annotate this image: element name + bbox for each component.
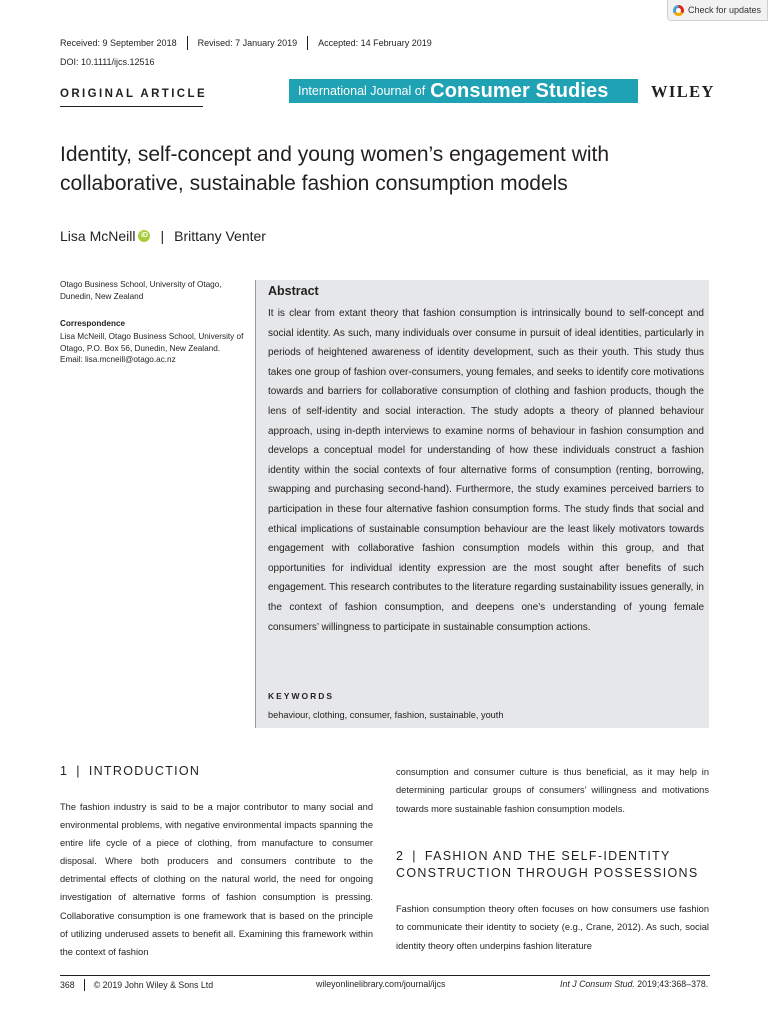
- copyright: © 2019 John Wiley & Sons Ltd: [93, 980, 214, 990]
- section-title: INTRODUCTION: [88, 764, 201, 778]
- publisher-logo: WILEY: [651, 82, 715, 101]
- correspondence-email[interactable]: Email: lisa.mcneill@otago.ac.nz: [60, 355, 176, 364]
- citation-journal: Int J Consum Stud.: [560, 979, 635, 989]
- keywords: behaviour, clothing, consumer, fashion, sustainable, youth: [268, 710, 504, 720]
- footer-rule: [60, 975, 710, 976]
- journal-url[interactable]: wileyonlinelibrary.com/journal/ijcs: [316, 979, 446, 989]
- received-date: Received: 9 September 2018: [60, 38, 177, 48]
- divider: [307, 36, 308, 50]
- section-number: 2: [396, 849, 405, 863]
- affiliation: Otago Business School, University of Otago, Dunedin, New Zealand: [60, 280, 222, 301]
- section-divider: |: [76, 764, 81, 778]
- section-divider: |: [412, 849, 417, 863]
- section-number: 1: [60, 764, 69, 778]
- orcid-icon[interactable]: iD: [138, 230, 150, 242]
- citation: [560, 979, 708, 989]
- keywords-heading: KEYWORDS: [268, 691, 335, 701]
- correspondence-address: Lisa McNeill, Otago Business School, University of Otago, P.O. Box 56, Dunedin, New Zealand.: [60, 332, 244, 353]
- journal-prefix: International Journal of: [298, 84, 426, 98]
- journal-name: Consumer Studies: [430, 79, 609, 102]
- author-name[interactable]: Brittany Venter: [174, 228, 266, 244]
- section-title: FASHION AND THE SELF-IDENTITY CONSTRUCTION THROUGH POSSESSIONS: [396, 849, 699, 880]
- article-type-rule: [60, 106, 203, 107]
- author-list: [60, 228, 266, 244]
- citation-details: 2019;43:368–378.: [634, 979, 709, 989]
- article-type: ORIGINAL ARTICLE: [60, 88, 208, 100]
- footer-left: [60, 979, 213, 991]
- article-dates: [60, 36, 432, 50]
- abstract-heading: Abstract: [268, 284, 319, 298]
- crossmark-icon: [673, 5, 684, 16]
- check-for-updates-button[interactable]: [667, 0, 768, 21]
- accepted-date: Accepted: 14 February 2019: [318, 38, 432, 48]
- paper-title: Identity, self-concept and young women’s engagement with collaborative, sustainable fashion consumption models: [60, 143, 610, 195]
- revised-date: Revised: 7 January 2019: [197, 38, 298, 48]
- section-2-body: Fashion consumption theory often focuses on how consumers use fashion to communicate their identity to society (e.g., Crane, 2012). As such, social identity theory often underpins fashion literature: [396, 904, 709, 951]
- correspondence-heading: Correspondence: [60, 319, 126, 328]
- section-2-heading: [396, 848, 726, 882]
- divider: [84, 979, 85, 991]
- page-number: 368: [60, 980, 75, 990]
- author-separator: |: [160, 228, 165, 244]
- abstract-text: It is clear from extant theory that fashion consumption is intrinsically bound to self-concept and social identity. As such, many individuals over consume in pursuit of ideal identities, particularly in periods of heightened awareness of identity development, such as their youth. This study thus takes one group of fashion over-consumers, young females, and seeks to identify core motivations towards and barriers for collaborative consumption of clothing and fashion products, though the lens of self-identity and social interaction. The study adopts a theory of planned behaviour approach, using in-depth interviews to examine norms of behaviour in fashion consumption and develops a conceptual model for understanding of how these individuals construct a fashion identity within the social contexts of four alternative forms of consumption (renting, borrowing, swapping and purchasing second-hand). Furthermore, the study examines perceived barriers to participation in these four alternative fashion consumption forms. The study finds that social and ethical implications of sustainable consumption behaviour are the least likely motivators towards engagement with collaborative fashion consumption models within this group, and that opportunities for individual identity expression are the most sought after benefits of such engagement. This research contributes to the literature regarding sustainability issues generally, in the context of fashion consumption, and deepens one’s understanding of young female consumers’ willingness to participate in sustainable consumption actions.: [268, 308, 704, 633]
- check-for-updates-label: Check for updates: [688, 5, 762, 15]
- divider: [187, 36, 188, 50]
- section-1-heading: [60, 764, 200, 778]
- section-1-continuation: consumption and consumer culture is thus beneficial, as it may help in determining particular groups of consumers’ willingness and motivations towards more sustainable fashion consumption models.: [396, 767, 709, 814]
- section-1-body: The fashion industry is said to be a major contributor to many social and environmental problems, with negative environmental impacts spanning the entire life cycle of a piece of clothing, from manufacture to consumer disposal. Where both producers and consumers contribute to the detrimental effects of clothing on the natural world, the need for ongoing investigation of alternative forms of fashion consumption is pressing. Collaborative consumption is one framework that is based on the principle of utilizing underused assets to benefit all. Examining this framework within the context of fashion: [60, 802, 373, 957]
- author-name[interactable]: Lisa McNeill: [60, 228, 136, 244]
- journal-banner: [289, 79, 638, 103]
- doi[interactable]: DOI: 10.1111/ijcs.12516: [60, 57, 155, 67]
- correspondence: [60, 331, 245, 366]
